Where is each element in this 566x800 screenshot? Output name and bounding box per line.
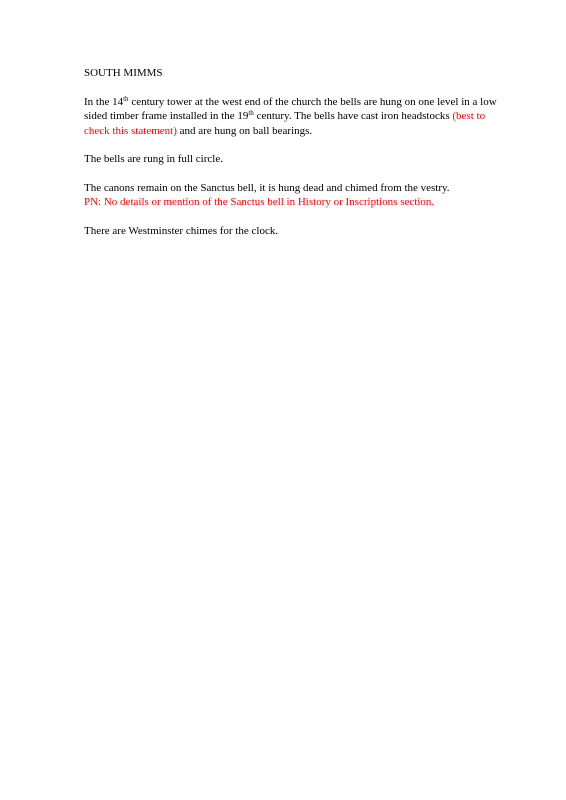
paragraph-bell-hanging [84,95,504,139]
p1-text-1: In the 14 [84,95,124,108]
paragraph-full-circle: The bells are rung in full circle. [84,153,223,165]
p1-text-2: century tower at the west end of the church the bells are hung on one level in a low sided timber frame installed in the 19 [84,95,497,122]
document-body [84,66,504,252]
p1-superscript-1: th [123,94,129,103]
p1-superscript-2: th [248,109,254,117]
document-title: SOUTH MIMMS [84,67,163,79]
paragraph-sanctus-bell [84,181,504,210]
editor-note-sanctus: PN: No details or mention of the Sanctus bell in History or Inscriptions section. [84,196,435,208]
p3-line-1: The canons remain on the Sanctus bell, it is hung dead and chimed from the vestry. [84,181,450,194]
p1-text-4: and are hung on ball bearings. [176,124,313,137]
editor-note-check-statement: (best to check this statement) [84,110,486,137]
p1-text-3: century. The bells have cast iron headstocks [253,110,453,122]
paragraph-westminster-chimes: There are Westminster chimes for the clock. [84,224,279,237]
